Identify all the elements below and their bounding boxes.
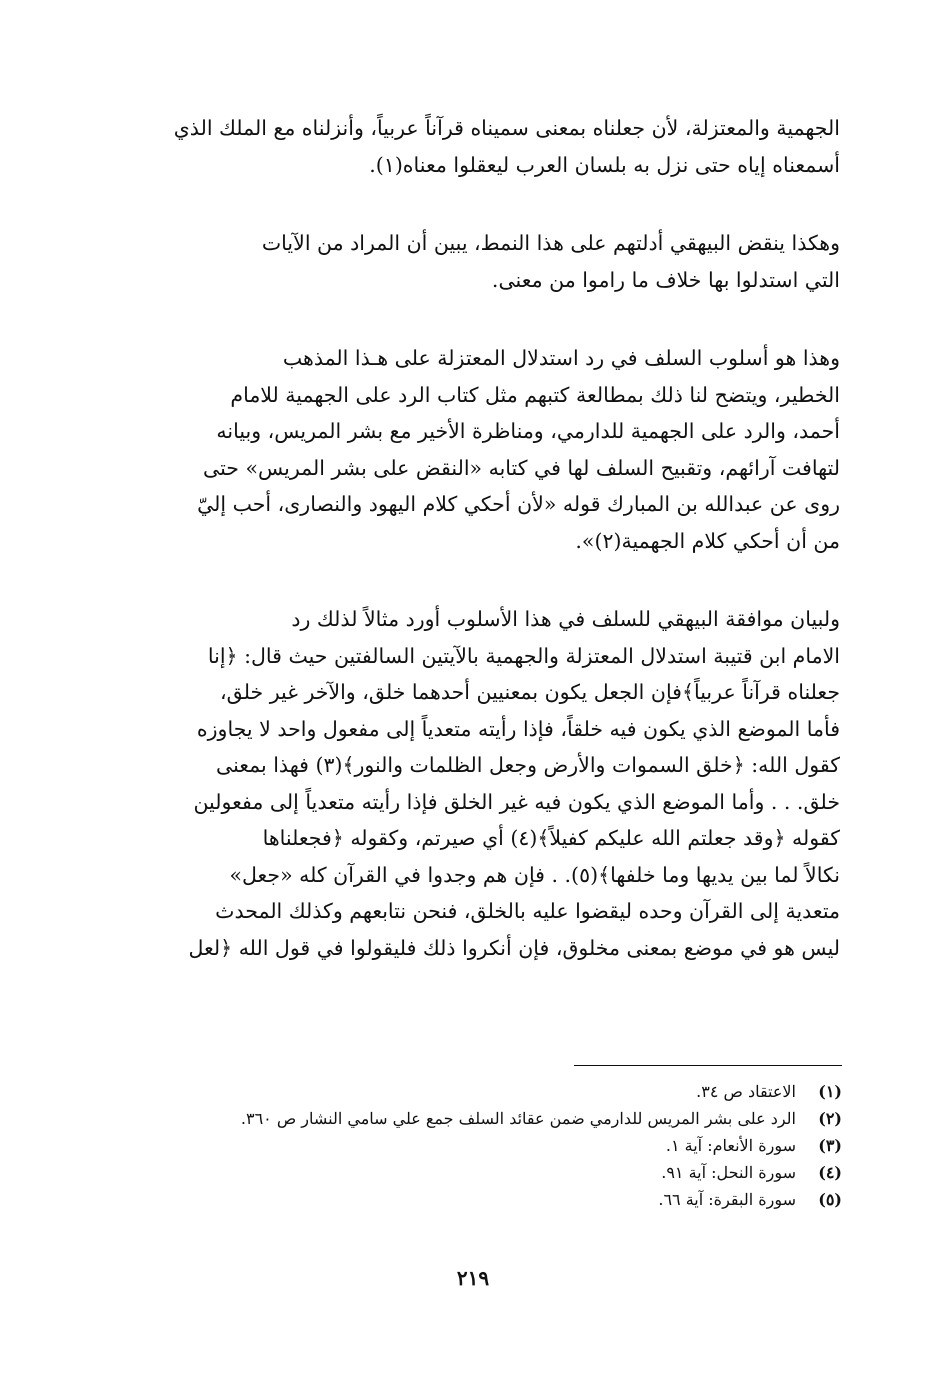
text-line: متعدية إلى القرآن وحده ليقضوا عليه بالخلق، فنحن نتابعهم وكذلك المحدث bbox=[215, 899, 840, 923]
text-line: خلق. . . وأما الموضع الذي يكون فيه غير الخلق فإذا رأيته متعدياً إلى مفعولين bbox=[193, 789, 840, 814]
footnote-number: (٥) bbox=[818, 1190, 842, 1209]
text-line: من أن أحكي كلام الجهمية(٢)». bbox=[575, 528, 840, 553]
footnote-1 bbox=[142, 1078, 842, 1105]
footnote-4 bbox=[142, 1159, 842, 1186]
text-line: أحمد، والرد على الجهمية للدارمي، ومناظرة الأخير مع بشر المريس، وبيانه bbox=[216, 419, 840, 443]
footnote-3 bbox=[142, 1132, 842, 1159]
text-line: روى عن عبدالله بن المبارك قوله «لأن أحكي كلام اليهود والنصارى، أحب إليّ bbox=[197, 492, 840, 516]
paragraph-3 bbox=[106, 340, 840, 559]
text-line: كقول الله: ﴿خلق السموات والأرض وجعل الظلمات والنور﴾(٣) فهذا بمعنى bbox=[216, 753, 840, 777]
text-line: فأما الموضع الذي يكون فيه خلقاً، فإذا رأيته متعدياً إلى مفعول واحد لا يجاوزه bbox=[196, 716, 840, 741]
text-line: الجهمية والمعتزلة، لأن جعلناه بمعنى سميناه قرآناً عربياً، وأنزلناه مع الملك الذي bbox=[173, 116, 840, 140]
footnote-number: (١) bbox=[818, 1082, 842, 1101]
footnote-text: الرد على بشر المريس للدارمي ضمن عقائد السلف جمع علي سامي النشار ص ٣٦٠. bbox=[240, 1109, 796, 1128]
text-line: ولبيان موافقة البيهقي للسلف في هذا الأسلوب أورد مثالاً لذلك رد bbox=[291, 607, 840, 631]
text-line: أسمعناه إياه حتى نزل به بلسان العرب ليعقلوا معناه(١). bbox=[369, 152, 840, 177]
footnote-5 bbox=[142, 1186, 842, 1213]
paragraph-2 bbox=[106, 225, 840, 298]
footnote-text: سورة النحل: آية ٩١. bbox=[661, 1163, 796, 1182]
text-line: التي استدلوا بها خلاف ما راموا من معنى. bbox=[491, 267, 840, 292]
footnote-separator bbox=[574, 1065, 842, 1066]
footnote-number: (٣) bbox=[818, 1136, 842, 1155]
footnote-text: سورة البقرة: آية ٦٦. bbox=[658, 1190, 796, 1209]
text-line: جعلناه قرآناً عربياً﴾فإن الجعل يكون بمعنيين أحدهما خلق، والآخر غير خلق، bbox=[220, 680, 840, 704]
main-text bbox=[106, 110, 840, 966]
text-line: كقوله ﴿وقد جعلتم الله عليكم كفيلاً﴾(٤) أي صيرتم، وكقوله ﴿فجعلناها bbox=[262, 826, 840, 850]
footnote-text: سورة الأنعام: آية ١. bbox=[665, 1136, 796, 1155]
paragraph-4 bbox=[106, 601, 840, 966]
footnote-text: الاعتقاد ص ٣٤. bbox=[696, 1082, 796, 1101]
text-line: لتهافت آرائهم، وتقبيح السلف لها في كتابه «النقض على بشر المريس» حتى bbox=[203, 455, 840, 480]
text-line: الامام ابن قتيبة استدلال المعتزلة والجهمية بالآيتين السالفتين حيث قال: ﴿إنا bbox=[207, 643, 840, 668]
text-line: ليس هو في موضع بمعنى مخلوق، فإن أنكروا ذلك فليقولوا في قول الله ﴿لعل bbox=[188, 935, 840, 960]
footnote-number: (٢) bbox=[818, 1109, 842, 1128]
footnote-2 bbox=[142, 1105, 842, 1132]
footnote-number: (٤) bbox=[818, 1163, 842, 1182]
paragraph-1 bbox=[106, 110, 840, 183]
text-line: وهكذا ينقض البيهقي أدلتهم على هذا النمط، يبين أن المراد من الآيات bbox=[261, 231, 840, 255]
text-line: الخطير، ويتضح لنا ذلك بمطالعة كتبهم مثل كتاب الرد على الجهمية للامام bbox=[230, 382, 840, 407]
page-number: ٢١٩ bbox=[456, 1266, 490, 1290]
text-line: وهذا هو أسلوب السلف في رد استدلال المعتزلة على هـذا المذهب bbox=[282, 346, 840, 370]
text-line: نكالاً لما بين يديها وما خلفها﴾(٥). . فإن هم وجدوا في القرآن كله «جعل» bbox=[229, 862, 840, 887]
footnotes bbox=[142, 1078, 842, 1213]
